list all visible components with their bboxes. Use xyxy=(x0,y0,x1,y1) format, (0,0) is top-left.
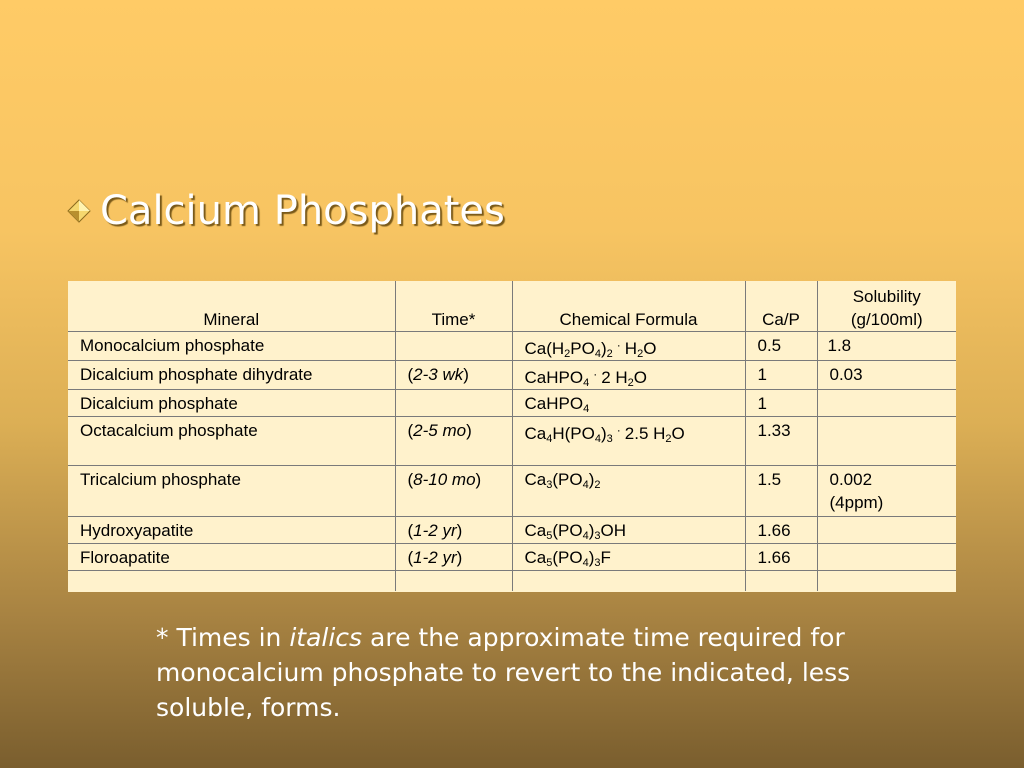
cell-mineral: Floroapatite xyxy=(68,544,395,571)
cell-formula: $Ca_5(PO_4)_3OH$ xyxy=(512,517,745,544)
header-solubility-line2: (g/100ml) xyxy=(850,310,923,329)
cell-ca-p: 1 xyxy=(745,361,817,390)
cell-solubility xyxy=(817,517,956,544)
footnote-suffix: are the approximate time required for monocalcium phosphate to revert to the indicated, less soluble, forms. xyxy=(156,623,851,722)
footnote-italic: italics xyxy=(289,623,363,652)
cell-formula: CaHPO$_4$· 2 $H_2O$ xyxy=(512,361,745,390)
cell-formula: $Ca_5(PO_4)_3F$ xyxy=(512,544,745,571)
header-time: Time* xyxy=(395,281,512,332)
table-row xyxy=(68,517,956,544)
cell-solubility xyxy=(817,466,956,517)
cell-mineral: Dicalcium phosphate xyxy=(68,390,395,417)
header-solubility-line1: Solubility xyxy=(852,287,921,306)
cell-time xyxy=(395,390,512,417)
solubility-value: 0.002 xyxy=(829,470,873,489)
footnote-prefix: * Times in xyxy=(156,623,290,652)
cell-solubility: 0.03 xyxy=(817,361,956,390)
table-row xyxy=(68,466,956,517)
cell-time: (8-10 mo) xyxy=(395,466,512,517)
table-blank-row xyxy=(68,571,956,592)
cell-formula: $Ca_4H(PO_4)_3^\cdot$ 2.5 $H_2O$ xyxy=(512,417,745,466)
cell-ca-p: 1.66 xyxy=(745,544,817,571)
cell-mineral: Monocalcium phosphate xyxy=(68,332,395,361)
slide-title-row xyxy=(66,188,505,234)
cell-formula: $Ca_3(PO_4)_2$ xyxy=(512,466,745,517)
cell-time: (1-2 yr) xyxy=(395,517,512,544)
cell-mineral: Octacalcium phosphate xyxy=(68,417,395,466)
cell-formula: $Ca(H_2PO_4)_2^\cdot$ $H_2O$ xyxy=(512,332,745,361)
table-row xyxy=(68,544,956,571)
header-ca-p: Ca/P xyxy=(745,281,817,332)
cell-time: (2-3 wk) xyxy=(395,361,512,390)
cell-time: (1-2 yr) xyxy=(395,544,512,571)
diamond-bullet-icon xyxy=(66,198,92,224)
header-mineral: Mineral xyxy=(68,281,395,332)
cell-solubility: 1.8 xyxy=(817,332,956,361)
table-row xyxy=(68,332,956,361)
cell-ca-p: 1.33 xyxy=(745,417,817,466)
table-header-row xyxy=(68,281,956,332)
cell-solubility xyxy=(817,417,956,466)
cell-formula: CaHPO$_4$ xyxy=(512,390,745,417)
slide-title: Calcium Phosphates xyxy=(100,188,505,234)
table-row xyxy=(68,361,956,390)
cell-solubility xyxy=(817,390,956,417)
table-row xyxy=(68,390,956,417)
cell-solubility xyxy=(817,544,956,571)
cell-ca-p: 0.5 xyxy=(745,332,817,361)
header-formula: Chemical Formula xyxy=(512,281,745,332)
cell-mineral: Tricalcium phosphate xyxy=(68,466,395,517)
calcium-phosphates-table xyxy=(68,281,956,591)
cell-time xyxy=(395,332,512,361)
cell-ca-p: 1.5 xyxy=(745,466,817,517)
cell-mineral: Hydroxyapatite xyxy=(68,517,395,544)
solubility-ppm: (4ppm) xyxy=(829,493,884,512)
footnote xyxy=(156,620,856,725)
cell-ca-p: 1 xyxy=(745,390,817,417)
cell-ca-p: 1.66 xyxy=(745,517,817,544)
cell-mineral: Dicalcium phosphate dihydrate xyxy=(68,361,395,390)
cell-time: (2-5 mo) xyxy=(395,417,512,466)
header-solubility xyxy=(817,281,956,332)
table-row xyxy=(68,417,956,466)
